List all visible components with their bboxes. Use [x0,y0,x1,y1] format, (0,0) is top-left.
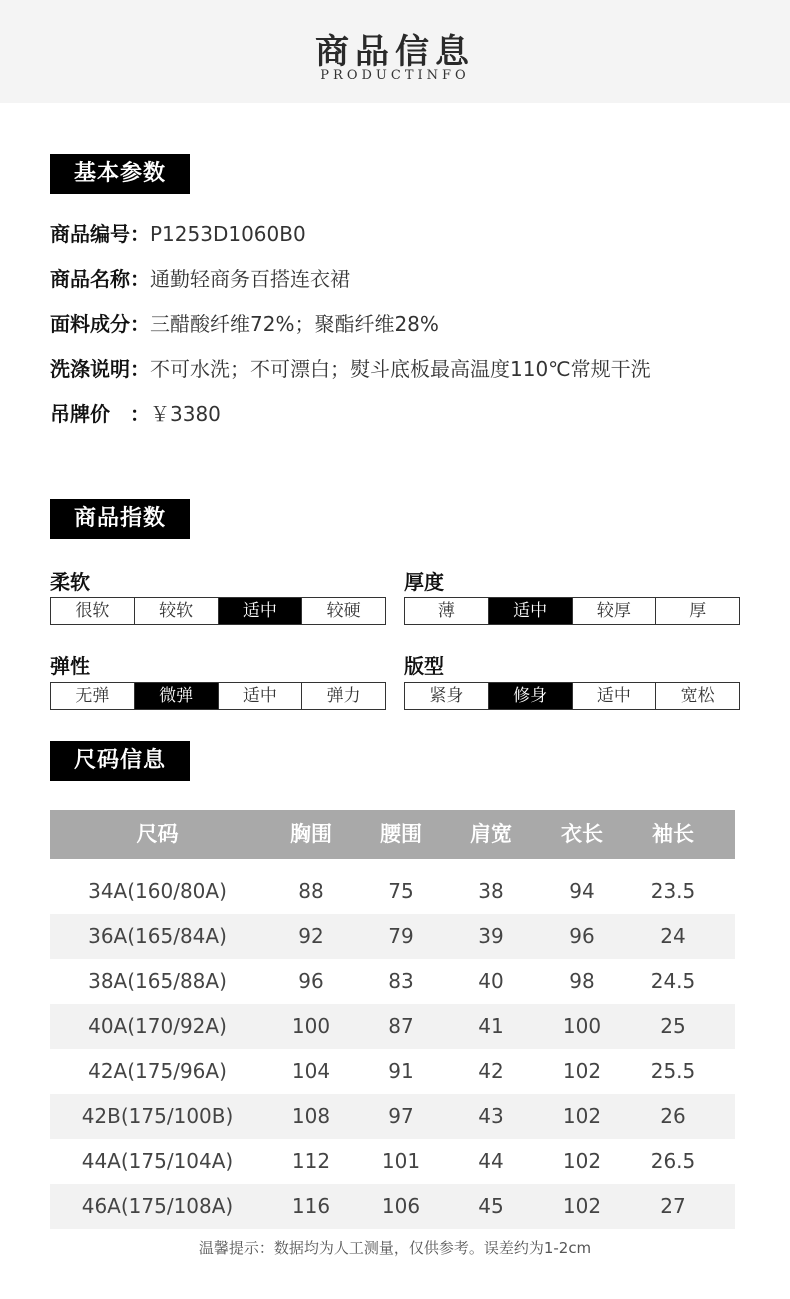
table-cell: 36A(165/84A) [88,924,227,948]
index-option: 适中 [218,598,302,624]
table-cell: 104 [291,1059,331,1083]
table-cell: 92 [298,924,324,948]
column-header: 肩宽 [470,822,512,846]
index-option: 宽松 [655,683,739,709]
table-cell: 100 [562,1014,602,1038]
table-cell: 34A(160/80A) [88,879,227,903]
table-cell: 96 [298,969,324,993]
table-cell: 98 [569,969,595,993]
table-cell: 87 [388,1014,414,1038]
table-cell: 42 [478,1059,504,1083]
table-cell: 79 [388,924,414,948]
table-cell: 23.5 [650,879,696,903]
table-cell: 25.5 [650,1059,696,1083]
table-cell: 27 [660,1194,686,1218]
index-title-elasticity: 弹性 [50,654,90,678]
table-cell: 40 [478,969,504,993]
index-options-softness [50,597,386,625]
index-options-fit [404,682,740,710]
table-cell: 40A(170/92A) [88,1014,227,1038]
table-cell: 100 [291,1014,331,1038]
column-header: 腰围 [380,822,422,846]
table-cell: 75 [388,879,414,903]
table-cell: 91 [388,1059,414,1083]
index-option: 较软 [134,598,218,624]
index-option: 较厚 [572,598,656,624]
table-row [50,1049,735,1094]
index-option: 微弹 [134,683,218,709]
param-key: 洗涤说明 [50,357,130,381]
table-cell: 42A(175/96A) [88,1059,227,1083]
table-row [50,869,735,914]
page-subtitle: PRODUCTINFO [320,68,470,83]
index-option: 厚 [655,598,739,624]
index-option: 薄 [437,601,455,621]
table-cell: 25 [660,1014,686,1038]
param-row: 商品编号：P1253D1060B0 [50,222,306,246]
param-value: 通勤轻商务百搭连衣裙 [150,267,350,291]
index-option: 无弹 [75,686,110,706]
column-header: 胸围 [290,822,332,846]
table-row [50,1184,735,1229]
param-value: P1253D1060B0 [150,222,306,246]
index-title-softness: 柔软 [50,570,90,594]
page-header [0,0,790,103]
table-cell: 88 [298,879,324,903]
table-cell: 108 [291,1104,331,1128]
param-row: 吊牌价 ：￥3380 [50,402,221,426]
table-cell: 97 [388,1104,414,1128]
index-option: 弹力 [301,683,385,709]
param-key: 吊牌价 [50,402,130,426]
table-cell: 43 [478,1104,504,1128]
table-cell: 46A(175/108A) [81,1194,234,1218]
param-value: ￥3380 [150,402,221,426]
table-cell: 42B(175/100B) [81,1104,234,1128]
param-value: 三醋酸纤维72%；聚酯纤维28% [150,312,439,336]
index-option: 适中 [488,598,572,624]
table-cell: 102 [562,1149,602,1173]
table-cell: 101 [381,1149,421,1173]
table-row [50,1139,735,1184]
index-option: 紧身 [429,686,464,706]
table-cell: 26 [660,1104,686,1128]
size-table [50,810,735,1229]
column-header: 衣长 [561,822,603,846]
index-title-thickness: 厚度 [404,570,444,594]
index-options-thickness [404,597,740,625]
column-header: 尺码 [136,822,179,846]
index-option: 较硬 [301,598,385,624]
index-option: 适中 [572,683,656,709]
table-cell: 106 [381,1194,421,1218]
section-label-basic: 基本参数 [50,154,190,194]
table-cell: 39 [478,924,504,948]
param-row: 洗涤说明：不可水洗；不可漂白；熨斗底板最高温度110℃常规干洗 [50,357,651,381]
param-row: 面料成分：三醋酸纤维72%；聚酯纤维28% [50,312,439,336]
param-row: 商品名称：通勤轻商务百搭连衣裙 [50,267,350,291]
param-key: 商品编号 [50,222,130,246]
table-row [50,914,735,959]
table-cell: 26.5 [650,1149,696,1173]
table-cell: 45 [478,1194,504,1218]
table-cell: 94 [569,879,595,903]
section-label-index: 商品指数 [50,499,190,539]
table-cell: 116 [291,1194,331,1218]
table-cell: 38A(165/88A) [88,969,227,993]
table-cell: 44 [478,1149,504,1173]
param-key: 商品名称 [50,267,130,291]
size-table-body [50,859,735,1229]
table-row [50,1004,735,1049]
table-cell: 24.5 [650,969,696,993]
table-row [50,1094,735,1139]
table-cell: 24 [660,924,686,948]
index-option: 适中 [218,683,302,709]
index-title-fit: 版型 [404,654,444,678]
measurement-note: 温馨提示：数据均为人工测量，仅供参考。误差约为1-2cm [198,1239,592,1257]
index-options-elasticity [50,682,386,710]
param-value: 不可水洗；不可漂白；熨斗底板最高温度110℃常规干洗 [150,357,651,381]
table-cell: 41 [478,1014,504,1038]
table-cell: 83 [388,969,414,993]
section-label-size: 尺码信息 [50,741,190,781]
table-cell: 102 [562,1059,602,1083]
table-cell: 102 [562,1104,602,1128]
index-option: 很软 [75,601,110,621]
param-key: 面料成分 [50,312,130,336]
table-cell: 102 [562,1194,602,1218]
table-row [50,959,735,1004]
table-cell: 38 [478,879,504,903]
size-table-header [50,810,735,859]
table-cell: 44A(175/104A) [81,1149,234,1173]
table-cell: 96 [569,924,595,948]
table-cell: 112 [291,1149,331,1173]
index-option: 修身 [488,683,572,709]
page-title: 商品信息 [315,32,475,72]
column-header: 袖长 [652,822,694,846]
